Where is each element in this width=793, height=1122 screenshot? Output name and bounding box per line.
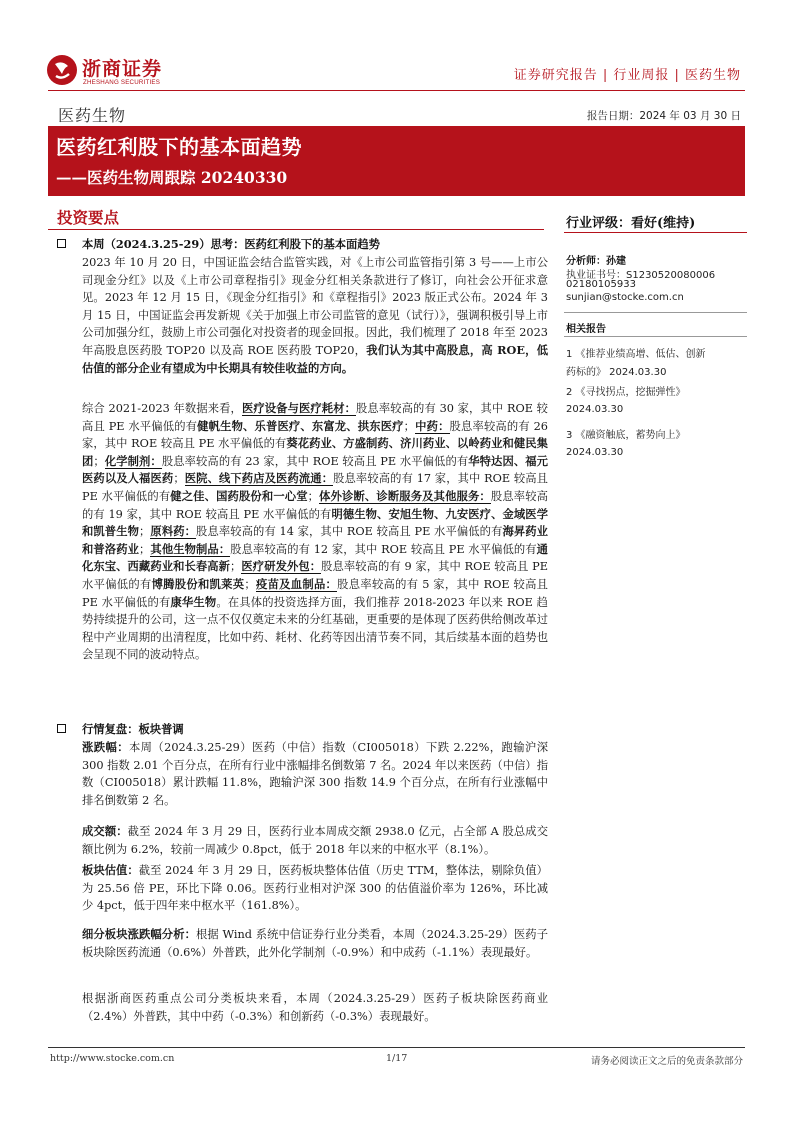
footer-disclaimer: 请务必阅读正文之后的免责条款部分 [590,1056,743,1067]
related-report-item-date: 药标的》 2024.03.30 [566,367,667,378]
turnover-paragraph [82,823,548,858]
analyst-email[interactable]: sunjian@stocke.com.cn [566,292,684,303]
footer-divider [48,1047,745,1048]
paragraph-text: 本周（2024.3.25-29）医药（中信）指数（CI005018）下跌 2.22%，跑输沪深 300 指数 2.01 个百分点，在所有行业中涨幅排名倒数第 7 名。2024 年以来医药（中信）指数（CI005018）累计跌幅 11.8%，跑输沪深 300 指数 14.9 个百分点，在所有行业涨幅中排名倒数第 2 名。 [82,741,548,807]
company-list: 康华生物 [170,594,217,609]
header-divider [48,90,745,91]
paragraph-text: 股息率较高的有 23 家，其中 ROE 较高且 PE 水平偏低的有 [161,454,469,468]
logo-english-name: ZHESHANG SECURITIES [83,79,161,86]
paragraph-text: ； [93,454,105,468]
paragraph-text: 综合 2021-2023 年数据来看， [82,402,242,415]
sidebar-divider [564,312,747,313]
paragraph-text: 股息率较高的有 17 家，其中 ROE 较高且 PE 水平偏低的有 [82,472,548,503]
paragraph-label: 涨跌幅： [82,740,129,754]
sector-label: 疫苗及血制品： [255,576,338,591]
title-banner [48,126,745,196]
company-list: 华特达因、福元医药以及人福医药 [82,453,548,486]
paragraph-text: 股息率较高的有 19 家，其中 ROE 较高且 PE 水平偏低的有 [82,489,548,521]
paragraph-text: 2023 年 10 月 20 日，中国证监会结合监管实践，对《上市公司监管指引第 3 号——上市公司现金分红》以及《上市公司章程指引》现金分红相关条款进行了修订，向社会公开征求意见。2023 年 12 月 15 日，《现金分红指引》和《章程指引》2023 版正式公布。2024 年 3 月 15 日，中国证监会再发新规《关于加强上市公司监管的意见（试行）》，强调积极引导上市公司加强分红，鼓励上市公司强化对投资者的现金回报。因此，我们梳理了 2018 年至 2023 年高股息医药股 TOP20 以及高 ROE 医药股 TOP20， [82,256,548,357]
sector-label: 医疗设备与医疗耗材： [241,401,357,415]
paragraph-label: 细分板块涨跌幅分析： [82,927,196,941]
analyst-phone: 02180105933 [566,279,636,290]
sector-label: 其他生物制品： [150,541,231,556]
related-report-item-date: 2024.03.30 [566,447,624,458]
paragraph-highlight: 我们认为其中高股息，高 ROE，低估值的部分企业有望成为中长期具有较佳收益的方向。 [82,342,549,375]
related-report-item[interactable]: 2 《寻找拐点，挖掘弹性》 [566,387,686,398]
paragraph-text: 股息率较高的有 9 家，其中 ROE 较高且 PE 水平偏低的有 [82,560,548,591]
related-reports-label: 相关报告 [566,324,606,335]
sector-label: 化学制剂： [104,453,162,468]
paragraph-text: ； [230,560,242,574]
weekly-thought-title: 本周（2024.3.25-29）思考：医药红利股下的基本面趋势 [82,237,380,251]
paragraph-text: 截至 2024 年 3 月 29 日，医药行业本周成交额 2938.0 亿元，占全部 A 股总成交额比例为 6.2%，较前一周减少 0.8pct，低于 2018 年以来的中枢水平（8.1%）。 [82,825,548,856]
sector-label: 医疗研发外包： [241,559,322,574]
report-type-tags: 证券研究报告 | 行业周报 | 医药生物 [513,68,741,83]
company-list: 葵花药业、方盛制药、济川药业、以岭药业和健民集团 [82,436,548,468]
section-heading-investment-points: 投资要点 [57,208,120,227]
company-logo [46,52,166,92]
paragraph-text: 。在具体的投资选择方面，我们推荐 2018-2023 年以来 ROE 趋势持续提升的公司，这一点不仅仅奠定未来的分红基础，更重要的是体现了医药供给侧改革过程中产业周期的出清程度，比如中药、耗材、化药等因出清节奏不同，其后续基本面的趋势也会呈现不同的波动特点。 [82,595,548,662]
sector-label: 中药： [414,418,450,433]
paragraph-text: 股息率较高的有 12 家，其中 ROE 较高且 PE 水平偏低的有 [230,542,537,556]
paragraph-text: ； [139,525,151,539]
paragraph-text: ； [244,577,256,591]
industry-label: 医药生物 [58,106,127,125]
related-report-item-date: 2024.03.30 [566,404,624,415]
key-company-paragraph: 根据浙商医药重点公司分类板块来看，本周（2024.3.25-29）医药子板块除医药商业（2.4%）外普跌，其中中药（-0.3%）和创新药（-0.3%）表现最好。 [82,992,548,1023]
related-report-item[interactable]: 1 《推荐业绩高增、低估、创新 [566,349,706,360]
valuation-paragraph [82,862,548,915]
page-title: 医药红利股下的基本面趋势 [56,135,302,159]
paragraph-text: 股息率较高的有 26 家，其中 ROE 较高且 PE 水平偏低的有 [82,419,548,451]
related-report-item[interactable]: 3 《融资触底，蓄势向上》 [566,430,686,441]
paragraph-label: 成交额： [82,824,128,838]
sidebar-divider [564,336,747,337]
paragraph-text: ； [139,542,151,556]
logo-name: 浙商证券 [82,58,163,80]
sector-label: 体外诊断、诊断服务及其他服务： [318,488,491,503]
sub-sector-paragraph [82,926,548,961]
report-date: 报告日期：2024 年 03 月 30 日 [586,110,741,122]
paragraph-label: 板块估值： [82,863,139,877]
analyst-cert-number: 执业证书号：S1230520080006 [566,270,716,281]
market-change-paragraph [82,739,548,809]
bullet-square-icon [57,239,66,248]
page-number: 1/17 [386,1053,408,1064]
weekly-thought-paragraph-1 [82,254,548,377]
company-list: 通化东宝、西藏药业和长春高新 [82,541,548,574]
weekly-thought-paragraph-2 [82,400,548,664]
section-heading-rule [48,229,544,230]
company-list: 明德生物、安旭生物、九安医疗、金域医学和凯普生物 [82,506,548,539]
paragraph-text: 股息率较高的有 14 家，其中 ROE 较高且 PE 水平偏低的有 [196,525,503,539]
sector-label: 医院、线下药店及医药流通： [184,471,334,486]
paragraph-text: 股息率较高的有 30 家，其中 ROE 较高且 PE 水平偏低的有 [82,402,548,433]
paragraph-text: ； [307,489,319,503]
paragraph-text: ； [403,419,415,433]
company-list: 健之佳、国药股份和一心堂 [170,488,308,503]
company-list: 健帆生物、乐普医疗、东富龙、拱东医疗 [197,418,404,433]
footer-url[interactable]: http://www.stocke.com.cn [50,1053,175,1064]
analyst-name: 分析师：孙建 [566,256,626,267]
page-subtitle: ——医药生物周跟踪 20240330 [56,168,288,187]
paragraph-text: 股息率较高的有 5 家，其中 ROE 较高且 PE 水平偏低的有 [82,577,548,609]
sector-label: 原料药： [150,524,197,539]
company-list: 海昇药业和普洛药业 [82,524,548,556]
paragraph-text: 截至 2024 年 3 月 29 日，医药板块整体估值（历史 TTM，整体法，剔除负值）为 25.56 倍 PE，环比下降 0.06。医药行业相对沪深 300 的估值溢价率为 126%，环比减少 4pct，低于四年来中枢水平（161.8%）。 [82,864,548,913]
industry-rating: 行业评级：看好(维持) [564,208,747,233]
company-list: 博腾股份和凯莱英 [151,576,245,591]
logo-mark-icon [46,54,78,86]
market-review-title: 行情复盘：板块普调 [82,722,184,736]
paragraph-text: 根据 Wind 系统中信证券行业分类看，本周（2024.3.25-29）医药子板块除医药流通（0.6%）外普跌，此外化学制剂（-0.9%）和中成药（-1.1%）表现最好。 [82,928,548,959]
bullet-square-icon [57,724,66,733]
paragraph-text: ； [173,472,185,486]
